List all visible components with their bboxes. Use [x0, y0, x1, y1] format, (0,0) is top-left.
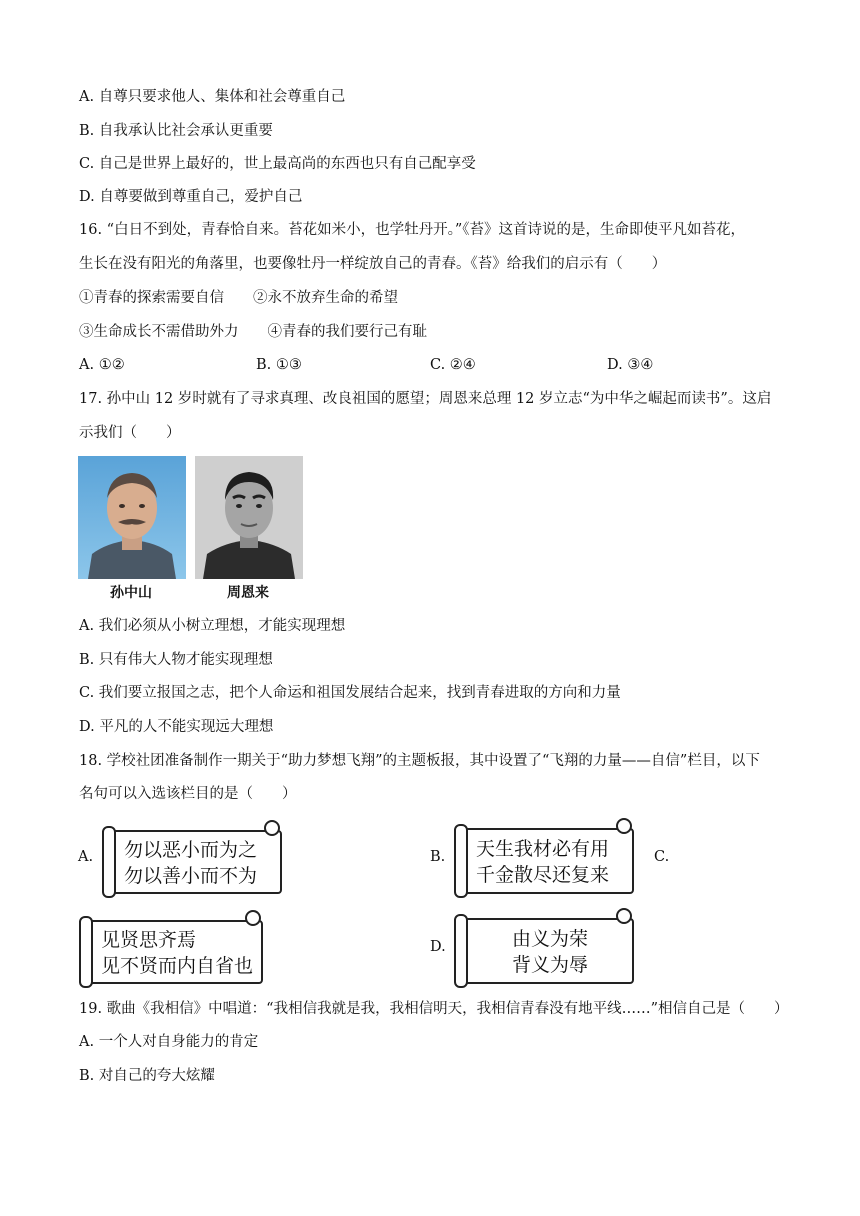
- q17-option-a[interactable]: A. 我们必须从小树立理想，才能实现理想: [79, 618, 346, 634]
- zhou-enlai-photo: [195, 456, 303, 579]
- q15-option-c[interactable]: C. 自己是世界上最好的，世上最高尚的东西也只有自己配享受: [79, 156, 476, 172]
- q19-stem: 19. 歌曲《我相信》中唱道：“我相信我就是我，我相信明天，我相信青春没有地平线……”相信自己是（ ）: [79, 1001, 789, 1017]
- q17-option-b[interactable]: B. 只有伟大人物才能实现理想: [79, 652, 273, 668]
- scroll-curl: [102, 826, 116, 898]
- scroll-curl: [264, 820, 280, 836]
- scroll-c-line2: 见不贤而内自省也: [101, 955, 254, 977]
- q16-option-a[interactable]: A. ①②: [79, 357, 125, 373]
- photo2-caption: 周恩来: [227, 585, 269, 601]
- scroll-curl: [79, 916, 93, 988]
- scroll-curl: [616, 818, 632, 834]
- scroll-a-line1: 勿以恶小而为之: [124, 839, 258, 861]
- scroll-curl: [616, 908, 632, 924]
- q18-label-a[interactable]: A.: [78, 849, 94, 865]
- q18-label-c[interactable]: C.: [654, 849, 670, 865]
- q16-option-b[interactable]: B. ①③: [256, 357, 302, 373]
- scroll-option-a[interactable]: [102, 820, 282, 894]
- q16-option-d[interactable]: D. ③④: [607, 357, 654, 373]
- scroll-option-d[interactable]: [454, 908, 634, 984]
- q16-option-c[interactable]: C. ②④: [430, 357, 476, 373]
- q15-option-d[interactable]: D. 自尊要做到尊重自己，爱护自己: [79, 189, 303, 205]
- scroll-curl: [454, 824, 468, 898]
- scroll-b-line2: 千金散尽还复来: [476, 864, 610, 886]
- scroll-option-c[interactable]: [79, 910, 263, 984]
- q18-label-d[interactable]: D.: [430, 939, 446, 955]
- q15-option-a[interactable]: A. 自尊只要求他人、集体和社会尊重自己: [79, 89, 346, 105]
- q15-option-b[interactable]: B. 自我承认比社会承认更重要: [79, 123, 273, 139]
- q17-option-c[interactable]: C. 我们要立报国之志，把个人命运和祖国发展结合起来，找到青春进取的方向和力量: [79, 685, 621, 701]
- scroll-c-line1: 见贤思齐焉: [101, 929, 197, 951]
- q17-stem-line1: 17. 孙中山 12 岁时就有了寻求真理、改良祖国的愿望；周恩来总理 12 岁立志“为中华之崛起而读书”。这启: [79, 391, 772, 407]
- scroll-curl: [454, 914, 468, 988]
- q16-items-line1: ①青春的探索需要自信 ②永不放弃生命的希望: [79, 290, 398, 306]
- q17-stem-line2: 示我们（ ）: [79, 425, 181, 441]
- scroll-b-line1: 天生我材必有用: [476, 838, 610, 860]
- q16-items-line2: ③生命成长不需借助外力 ④青春的我们要行己有耻: [79, 324, 427, 340]
- q17-option-d[interactable]: D. 平凡的人不能实现远大理想: [79, 719, 274, 735]
- q19-option-b[interactable]: B. 对自己的夸大炫耀: [79, 1068, 215, 1084]
- scroll-curl: [245, 910, 261, 926]
- scroll-d-line1: 由义为荣: [511, 928, 588, 950]
- q18-label-b[interactable]: B.: [430, 849, 446, 865]
- scroll-option-b[interactable]: [454, 818, 634, 894]
- q18-stem-line2: 名句可以入选该栏目的是（ ）: [79, 786, 297, 802]
- scroll-a-line2: 勿以善小而不为: [124, 865, 258, 887]
- scroll-d-line2: 背义为辱: [511, 954, 588, 976]
- q18-stem-line1: 18. 学校社团准备制作一期关于“助力梦想飞翔”的主题板报，其中设置了“飞翔的力量——自信”栏目，以下: [79, 753, 760, 769]
- q19-option-a[interactable]: A. 一个人对自身能力的肯定: [79, 1034, 259, 1050]
- photo1-caption: 孙中山: [110, 585, 152, 601]
- sun-yatsen-photo: [78, 456, 186, 579]
- q16-stem-line1: 16. “白日不到处，青春恰自来。苔花如米小，也学牡丹开。”《苔》这首诗说的是，生命即使平凡如苔花，: [79, 222, 745, 238]
- q16-stem-line2: 生长在没有阳光的角落里，也要像牡丹一样绽放自己的青春。《苔》给我们的启示有（ ）: [79, 256, 667, 272]
